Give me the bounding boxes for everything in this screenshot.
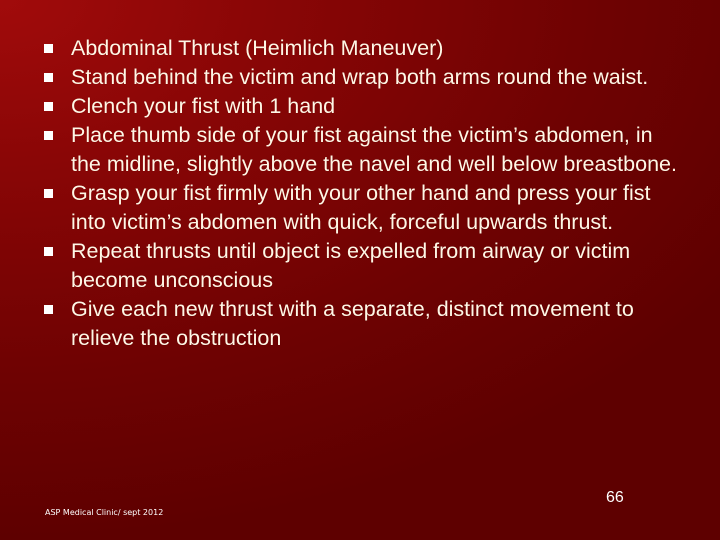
page-number: 66	[606, 489, 624, 506]
list-item	[44, 34, 684, 63]
list-item	[44, 92, 684, 121]
bullet-text: Give each new thrust with a separate, distinct movement to relieve the obstruction	[71, 297, 634, 350]
square-bullet-icon	[44, 44, 53, 53]
square-bullet-icon	[44, 247, 53, 256]
square-bullet-icon	[44, 305, 53, 314]
bullet-text: Abdominal Thrust (Heimlich Maneuver)	[71, 36, 444, 60]
bullet-text: Clench your fist with 1 hand	[71, 94, 336, 118]
list-item	[44, 237, 684, 295]
square-bullet-icon	[44, 102, 53, 111]
list-item	[44, 179, 684, 237]
square-bullet-icon	[44, 73, 53, 82]
bullet-text: Repeat thrusts until object is expelled from airway or victim become unconscious	[71, 239, 631, 292]
bullet-text: Grasp your fist firmly with your other hand and press your fist into victim’s abdomen with quick, forceful upwards thrust.	[71, 181, 651, 234]
list-item	[44, 63, 684, 92]
square-bullet-icon	[44, 189, 53, 198]
bullet-text: Place thumb side of your fist against the victim’s abdomen, in the midline, slightly above the navel and well below breastbone.	[71, 123, 677, 176]
bullet-list	[44, 34, 684, 353]
square-bullet-icon	[44, 131, 53, 140]
bullet-text: Stand behind the victim and wrap both arms round the waist.	[71, 65, 649, 89]
list-item	[44, 121, 684, 179]
footer-text: ASP Medical Clinic/ sept 2012	[45, 508, 164, 517]
list-item	[44, 295, 684, 353]
